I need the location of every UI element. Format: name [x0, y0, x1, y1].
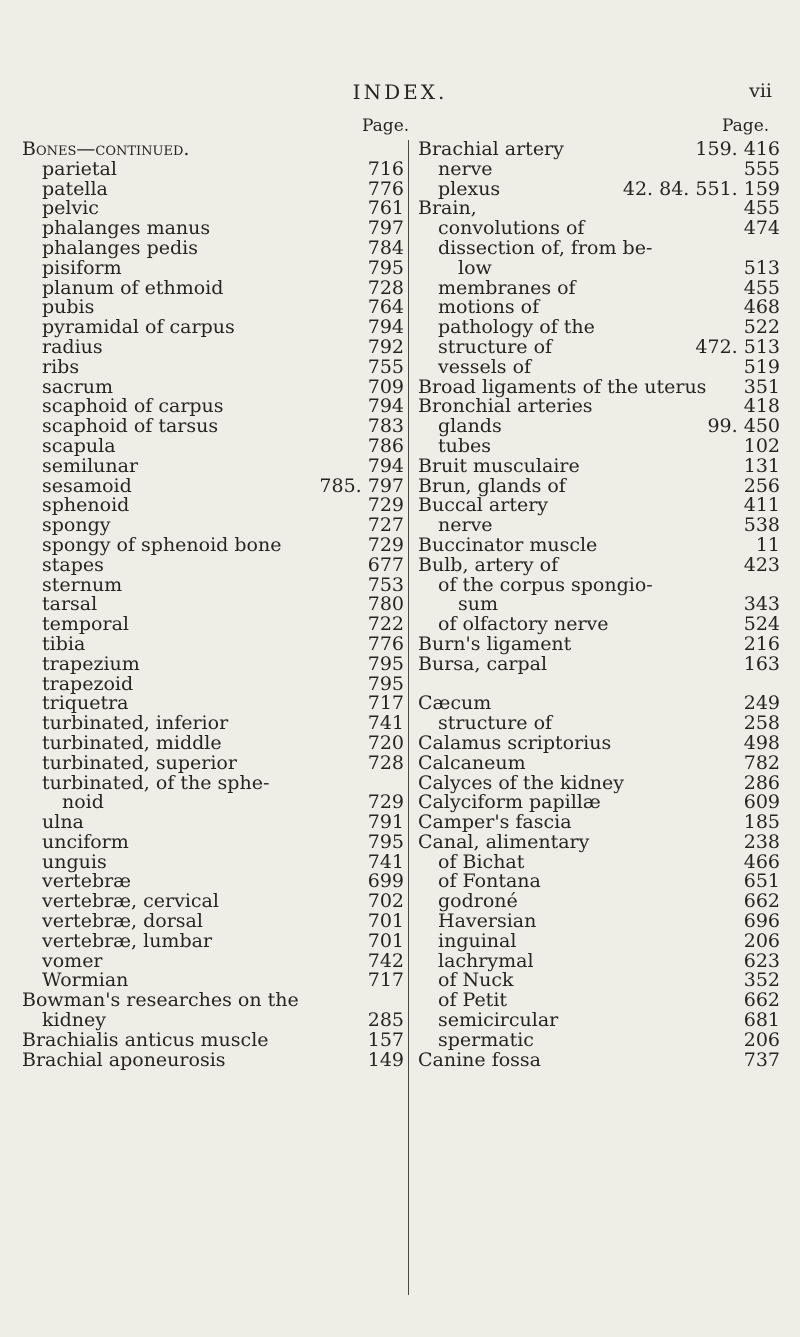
index-entry — [22, 417, 404, 437]
entry-page: 455 — [743, 197, 780, 220]
entry-term: tarsal — [42, 593, 98, 616]
index-entry — [22, 714, 404, 734]
entry-page: 783 — [367, 415, 404, 438]
entry-page: 681 — [743, 1009, 780, 1032]
entry-term: Brachial aponeurosis — [22, 1048, 226, 1071]
index-entry — [22, 1048, 404, 1071]
entry-page: 741 — [367, 850, 404, 873]
entry-term: trapezoid — [42, 672, 134, 695]
index-entry — [22, 236, 404, 259]
entry-page: 722 — [367, 613, 404, 636]
entry-page: 651 — [743, 870, 780, 893]
entry-page: 466 — [743, 850, 780, 873]
entry-page: 131 — [743, 454, 780, 477]
index-entry — [418, 140, 780, 160]
index-title: INDEX. — [352, 80, 448, 104]
entry-term: triquetra — [42, 692, 129, 715]
index-entry — [22, 553, 404, 576]
entry-page: 794 — [367, 454, 404, 477]
entry-term: Camper's fascia — [418, 811, 572, 834]
index-entry — [22, 157, 404, 180]
entry-term: Broad ligaments of the uterus — [418, 375, 707, 398]
entry-term: pathology of the — [438, 316, 595, 339]
index-entry — [418, 335, 780, 358]
entry-page: 782 — [743, 751, 780, 774]
index-entry — [418, 632, 780, 655]
entry-page: 609 — [743, 791, 780, 814]
entry-page: 792 — [367, 335, 404, 358]
entry-term: Brachial artery — [418, 138, 564, 160]
index-entry — [22, 434, 404, 457]
entry-page: 538 — [743, 514, 780, 537]
entry-page: 455 — [743, 276, 780, 299]
entry-page: 791 — [367, 811, 404, 834]
index-entry — [418, 652, 780, 675]
index-entry — [22, 1028, 404, 1051]
entry-page: 343 — [743, 593, 780, 616]
index-entry — [22, 632, 404, 655]
entry-term: pubis — [42, 296, 95, 319]
index-entry — [418, 318, 780, 338]
index-entry — [418, 533, 780, 556]
entry-term: Calcaneum — [418, 751, 526, 774]
entry-page: 702 — [367, 890, 404, 913]
entry-page: 795 — [367, 830, 404, 853]
entry-page: 352 — [743, 969, 780, 992]
entry-term: phalanges pedis — [42, 236, 198, 259]
entry-term: Burn's ligament — [418, 632, 572, 655]
entry-page: 696 — [743, 910, 780, 933]
entry-term: sacrum — [42, 375, 114, 398]
entry-term: vertebræ, dorsal — [42, 910, 203, 933]
entry-page: 727 — [367, 514, 404, 537]
index-entry — [22, 912, 404, 932]
entry-term: semilunar — [42, 454, 139, 477]
entry-term: turbinated, inferior — [42, 712, 229, 735]
entry-term: Wormian — [42, 969, 129, 992]
entry-page: 741 — [367, 712, 404, 735]
entry-term: turbinated, middle — [42, 731, 222, 754]
entry-term: scaphoid of tarsus — [42, 415, 219, 438]
entry-term: spermatic — [438, 1028, 534, 1051]
entry-page: 258 — [743, 712, 780, 735]
index-entry — [418, 912, 780, 932]
column-divider — [408, 140, 409, 1295]
entry-term: spongy — [42, 514, 111, 537]
index-entry — [22, 929, 404, 952]
entry-page: 11 — [755, 533, 780, 556]
index-entry — [418, 256, 780, 279]
entry-term: phalanges manus — [42, 217, 211, 240]
entry-page: 728 — [367, 276, 404, 299]
entry-page: 351 — [743, 375, 780, 398]
index-entry — [418, 714, 780, 734]
entry-term: vertebræ, cervical — [42, 890, 219, 913]
entry-term: Bones—continued. — [22, 138, 190, 160]
left-index-column — [22, 140, 404, 1070]
index-entry — [22, 1011, 404, 1031]
entry-page: 99. 450 — [707, 415, 780, 438]
entry-term: of the corpus spongio- — [438, 573, 653, 596]
entry-page: 729 — [367, 533, 404, 556]
entry-term: low — [458, 256, 492, 279]
index-entry — [418, 929, 780, 952]
entry-page: 729 — [367, 791, 404, 814]
index-entry — [22, 355, 404, 378]
index-entry — [22, 516, 404, 536]
entry-term: dissection of, from be- — [438, 236, 653, 259]
entry-page: 238 — [743, 830, 780, 853]
entry-term: stapes — [42, 553, 104, 576]
entry-page: 729 — [367, 494, 404, 517]
entry-term: unciform — [42, 830, 129, 853]
entry-page: 742 — [367, 949, 404, 972]
index-entry — [418, 1048, 780, 1071]
entry-page: 720 — [367, 731, 404, 754]
entry-page: 159. 416 — [695, 138, 780, 160]
entry-term: structure of — [438, 712, 553, 735]
entry-term: sum — [458, 593, 499, 616]
entry-page: 716 — [367, 157, 404, 180]
entry-page: 795 — [367, 256, 404, 279]
index-entry — [22, 813, 404, 833]
index-entry — [418, 813, 780, 833]
entry-term: pelvic — [42, 197, 99, 220]
index-entry — [22, 454, 404, 477]
entry-term: Canal, alimentary — [418, 830, 590, 853]
entry-page: 522 — [743, 316, 780, 339]
entry-term: turbinated, of the sphe- — [42, 771, 270, 794]
entry-term: sphenoid — [42, 494, 130, 517]
entry-page: 157 — [367, 1028, 404, 1051]
entry-page: 785. 797 — [319, 474, 404, 497]
entry-page: 286 — [743, 771, 780, 794]
index-entry — [22, 318, 404, 338]
entry-page: 555 — [743, 157, 780, 180]
entry-term: Bulb, artery of — [418, 553, 559, 576]
entry-term: membranes of — [438, 276, 576, 299]
entry-term: scaphoid of carpus — [42, 395, 224, 418]
entry-term: motions of — [438, 296, 540, 319]
index-entry — [22, 731, 404, 754]
entry-page: 786 — [367, 434, 404, 457]
entry-term: godroné — [438, 890, 518, 913]
entry-page: 755 — [367, 355, 404, 378]
index-entry — [22, 652, 404, 675]
index-entry — [418, 219, 780, 239]
entry-term: of olfactory nerve — [438, 613, 609, 636]
entry-term: turbinated, superior — [42, 751, 237, 774]
entry-page: 797 — [367, 217, 404, 240]
index-entry — [418, 434, 780, 457]
entry-term: structure of — [438, 335, 553, 358]
entry-page: 472. 513 — [695, 335, 780, 358]
entry-term: patella — [42, 177, 108, 200]
left-page-label: Page. — [362, 116, 410, 136]
entry-term: Brain, — [418, 197, 477, 220]
entry-page: 411 — [743, 494, 780, 517]
index-entry — [418, 731, 780, 754]
entry-page: 519 — [743, 355, 780, 378]
index-entry — [22, 751, 404, 774]
entry-page: 717 — [367, 692, 404, 715]
entry-term: nerve — [438, 514, 493, 537]
entry-term: Bronchial arteries — [418, 395, 593, 418]
entry-page: 764 — [367, 296, 404, 319]
entry-page: 206 — [743, 929, 780, 952]
entry-page: 163 — [743, 652, 780, 675]
index-entry — [22, 219, 404, 239]
index-entry — [418, 355, 780, 378]
entry-page: 709 — [367, 375, 404, 398]
index-entry — [418, 615, 780, 635]
entry-term: ribs — [42, 355, 80, 378]
entry-page: 784 — [367, 236, 404, 259]
entry-page: 699 — [367, 870, 404, 893]
entry-page: 149 — [367, 1048, 404, 1071]
index-entry — [418, 553, 780, 576]
entry-page: 249 — [743, 692, 780, 715]
entry-term: radius — [42, 335, 103, 358]
entry-term: sternum — [42, 573, 123, 596]
entry-term: of Petit — [438, 989, 508, 1012]
entry-term: lachrymal — [438, 949, 534, 972]
entry-term: inguinal — [438, 929, 517, 952]
entry-term: of Nuck — [438, 969, 514, 992]
entry-term: Brachialis anticus muscle — [22, 1028, 269, 1051]
entry-term: vertebræ, lumbar — [42, 929, 213, 952]
index-entry — [22, 615, 404, 635]
index-entry — [22, 256, 404, 279]
entry-page: 285 — [367, 1009, 404, 1032]
entry-term: nerve — [438, 157, 493, 180]
entry-page: 780 — [367, 593, 404, 616]
entry-page: 753 — [367, 573, 404, 596]
right-index-column — [418, 140, 780, 1070]
index-entry — [22, 533, 404, 556]
entry-page: 794 — [367, 316, 404, 339]
entry-term: Calyciform papillæ — [418, 791, 601, 814]
entry-term: Bowman's researches on the — [22, 989, 299, 1012]
entry-page: 737 — [743, 1048, 780, 1071]
entry-term: spongy of sphenoid bone — [42, 533, 282, 556]
entry-page: 728 — [367, 751, 404, 774]
entry-term: sesamoid — [42, 474, 132, 497]
right-page-label: Page. — [722, 116, 770, 136]
entry-term: noid — [62, 791, 104, 814]
entry-page: 795 — [367, 672, 404, 695]
entry-term: vessels of — [438, 355, 532, 378]
entry-page: 418 — [743, 395, 780, 418]
entry-term: Buccal artery — [418, 494, 549, 517]
index-entry — [418, 1028, 780, 1051]
entry-page: 42. 84. 551. 159 — [622, 177, 780, 200]
entry-term: trapezium — [42, 652, 140, 675]
index-entry — [418, 454, 780, 477]
entry-term: tubes — [438, 434, 492, 457]
entry-term: vertebræ — [42, 870, 132, 893]
entry-term: ulna — [42, 811, 84, 834]
index-entry — [418, 417, 780, 437]
index-entry — [418, 516, 780, 536]
entry-page: 185 — [743, 811, 780, 834]
entry-term: kidney — [42, 1009, 106, 1032]
entry-page: 662 — [743, 989, 780, 1012]
entry-page: 102 — [743, 434, 780, 457]
entry-page: 498 — [743, 731, 780, 754]
entry-term: Calamus scriptorius — [418, 731, 612, 754]
index-entry — [22, 830, 404, 853]
entry-term: unguis — [42, 850, 107, 873]
index-entry — [22, 335, 404, 358]
entry-page: 513 — [743, 256, 780, 279]
entry-term: pyramidal of carpus — [42, 316, 235, 339]
entry-term: planum of ethmoid — [42, 276, 224, 299]
entry-term: Bursa, carpal — [418, 652, 548, 675]
entry-term: Cæcum — [418, 692, 492, 715]
entry-term: tibia — [42, 632, 86, 655]
entry-page: 677 — [367, 553, 404, 576]
entry-page: 256 — [743, 474, 780, 497]
entry-page: 468 — [743, 296, 780, 319]
folio-number: vii — [749, 80, 772, 102]
entry-term: glands — [438, 415, 502, 438]
entry-term: Brun, glands of — [418, 474, 566, 497]
index-entry — [418, 1011, 780, 1031]
entry-term: parietal — [42, 157, 117, 180]
index-entry — [418, 751, 780, 774]
entry-page: 524 — [743, 613, 780, 636]
entry-term: convolutions of — [438, 217, 585, 240]
entry-page: 216 — [743, 632, 780, 655]
entry-term: plexus — [438, 177, 501, 200]
entry-page: 474 — [743, 217, 780, 240]
page-header — [0, 78, 800, 108]
entry-term: vomer — [42, 949, 103, 972]
entry-page: 795 — [367, 652, 404, 675]
entry-term: temporal — [42, 613, 129, 636]
entry-page: 794 — [367, 395, 404, 418]
entry-page: 423 — [743, 553, 780, 576]
entry-term: of Bichat — [438, 850, 525, 873]
entry-term: Bruit musculaire — [418, 454, 580, 477]
entry-term: Haversian — [438, 910, 537, 933]
entry-page: 662 — [743, 890, 780, 913]
entry-term: Calyces of the kidney — [418, 771, 624, 794]
entry-term: pisiform — [42, 256, 122, 279]
entry-page: 701 — [367, 910, 404, 933]
index-entry — [418, 236, 780, 259]
index-entry — [418, 157, 780, 180]
entry-page: 701 — [367, 929, 404, 952]
entry-term: Canine fossa — [418, 1048, 541, 1071]
entry-term: Buccinator muscle — [418, 533, 598, 556]
entry-page: 206 — [743, 1028, 780, 1051]
entry-term: of Fontana — [438, 870, 541, 893]
entry-page: 717 — [367, 969, 404, 992]
index-entry — [22, 140, 404, 160]
entry-page: 776 — [367, 177, 404, 200]
entry-page: 623 — [743, 949, 780, 972]
entry-term: scapula — [42, 434, 116, 457]
entry-page: 776 — [367, 632, 404, 655]
entry-page: 761 — [367, 197, 404, 220]
index-entry — [418, 830, 780, 853]
entry-term: semicircular — [438, 1009, 559, 1032]
